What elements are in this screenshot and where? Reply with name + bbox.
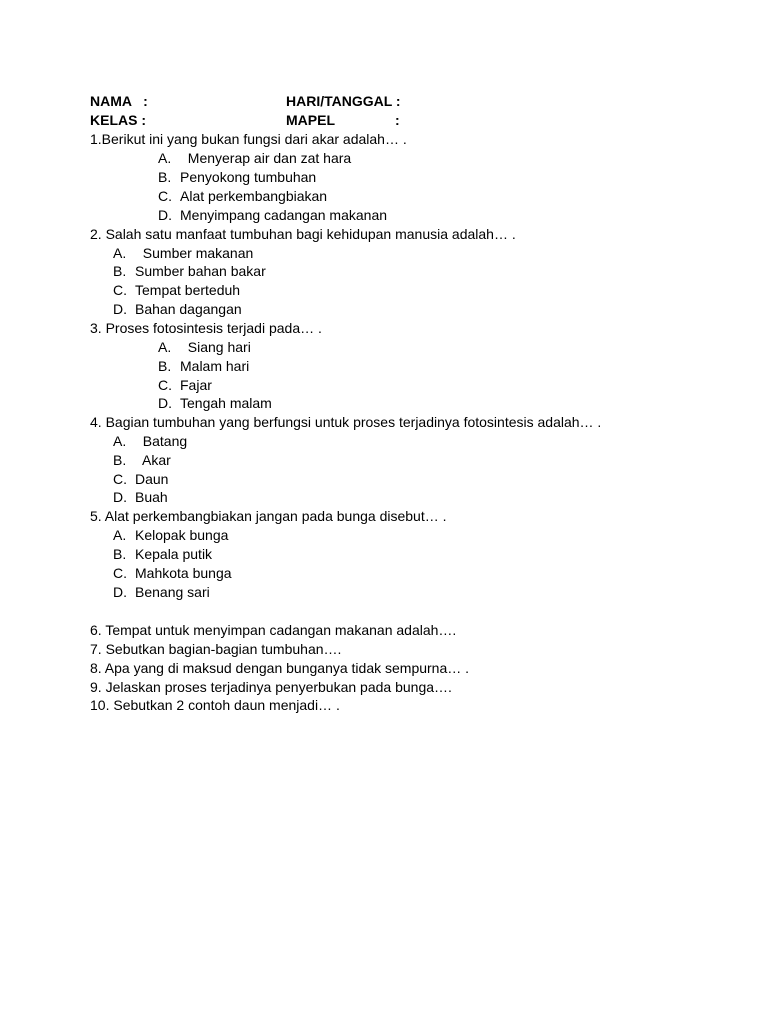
q2-option-b	[113, 262, 266, 280]
question-4: 4. Bagian tumbuhan yang berfungsi untuk proses terjadinya fotosintesis adalah… .	[90, 414, 602, 430]
q5-option-a	[113, 526, 228, 544]
mapel-colon: :	[395, 112, 400, 128]
option-letter: B.	[158, 169, 172, 185]
option-letter: A.	[158, 150, 172, 166]
q1-option-a	[158, 149, 351, 167]
q5-option-b	[113, 545, 212, 563]
option-text: Alat perkembangbiakan	[180, 188, 328, 204]
option-text: Benang sari	[135, 584, 210, 600]
option-text: Menyimpang cadangan makanan	[180, 207, 388, 223]
nama-label: NAMA :	[90, 93, 148, 109]
option-text: Tengah malam	[180, 395, 272, 411]
q4-option-d	[113, 488, 168, 506]
option-letter: A.	[113, 433, 127, 449]
option-letter: A.	[158, 339, 172, 355]
option-text: Kepala putik	[135, 546, 213, 562]
essay-question-9: 9. Jelaskan proses terjadinya penyerbukan pada bunga….	[90, 679, 452, 695]
question-1: 1.Berikut ini yang bukan fungsi dari akar adalah… .	[90, 131, 407, 147]
q1-option-b	[158, 168, 316, 186]
option-letter: C.	[113, 471, 127, 487]
option-letter: D.	[113, 489, 127, 505]
option-text: Fajar	[180, 377, 212, 393]
option-text: Menyerap air dan zat hara	[180, 150, 352, 166]
option-letter: B.	[158, 358, 172, 374]
essay-question-7: 7. Sebutkan bagian-bagian tumbuhan….	[90, 641, 342, 657]
option-text: Tempat berteduh	[135, 282, 241, 298]
kelas-label: KELAS :	[90, 112, 146, 128]
q5-option-d	[113, 583, 210, 601]
option-letter: D.	[158, 207, 172, 223]
q3-option-d	[158, 394, 272, 412]
essay-question-8: 8. Apa yang di maksud dengan bunganya tidak sempurna… .	[90, 660, 470, 676]
option-letter: D.	[113, 301, 127, 317]
q3-option-a	[158, 338, 251, 356]
q4-option-c	[113, 470, 168, 488]
question-2: 2. Salah satu manfaat tumbuhan bagi kehidupan manusia adalah… .	[90, 226, 516, 242]
option-text: Bahan dagangan	[135, 301, 242, 317]
option-text: Mahkota bunga	[135, 565, 232, 581]
option-text: Daun	[135, 471, 169, 487]
essay-question-6: 6. Tempat untuk menyimpan cadangan makanan adalah….	[90, 622, 457, 638]
q1-option-d	[158, 206, 387, 224]
option-letter: A.	[113, 245, 127, 261]
option-text: Akar	[135, 452, 171, 468]
option-text: Sumber makanan	[135, 245, 254, 261]
option-letter: C.	[158, 188, 172, 204]
q1-option-c	[158, 187, 327, 205]
option-text: Buah	[135, 489, 168, 505]
option-letter: C.	[113, 282, 127, 298]
essay-question-10: 10. Sebutkan 2 contoh daun menjadi… .	[90, 697, 340, 713]
option-letter: B.	[113, 263, 127, 279]
option-text: Batang	[135, 433, 188, 449]
option-text: Penyokong tumbuhan	[180, 169, 317, 185]
option-text: Malam hari	[180, 358, 250, 374]
q4-option-b	[113, 451, 171, 469]
option-letter: A.	[113, 527, 127, 543]
option-letter: C.	[158, 377, 172, 393]
option-letter: D.	[158, 395, 172, 411]
option-letter: D.	[113, 584, 127, 600]
option-text: Siang hari	[180, 339, 251, 355]
q3-option-c	[158, 376, 212, 394]
option-letter: B.	[113, 452, 127, 468]
q2-option-c	[113, 281, 240, 299]
option-text: Kelopak bunga	[135, 527, 229, 543]
question-5: 5. Alat perkembangbiakan jangan pada bunga disebut… .	[90, 508, 447, 524]
q3-option-b	[158, 357, 249, 375]
q5-option-c	[113, 564, 232, 582]
q4-option-a	[113, 432, 187, 450]
option-letter: B.	[113, 546, 127, 562]
question-3: 3. Proses fotosintesis terjadi pada… .	[90, 320, 322, 336]
hari-tanggal-label: HARI/TANGGAL :	[286, 93, 401, 109]
q2-option-a	[113, 244, 253, 262]
option-letter: C.	[113, 565, 127, 581]
mapel-label: MAPEL	[286, 112, 335, 128]
option-text: Sumber bahan bakar	[135, 263, 266, 279]
q2-option-d	[113, 300, 242, 318]
